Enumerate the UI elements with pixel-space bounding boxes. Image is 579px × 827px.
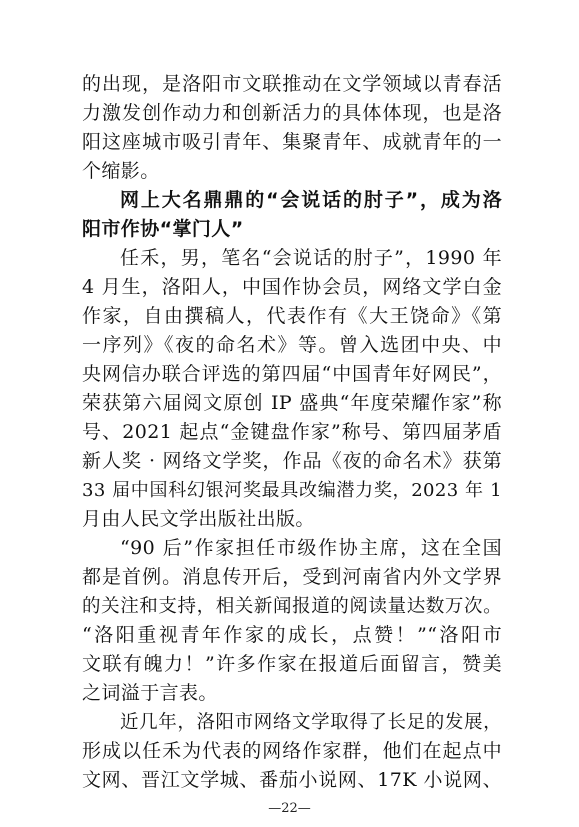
text-line-17: “90 后”作家担任市级作协主席，这在全国 [120,537,502,559]
text-line-23: 近几年，洛阳市网络文学取得了长足的发展， [120,712,502,733]
page-number: —22— [268,801,311,816]
text-line-16: 月由人民文学出版社出版。 [82,508,315,530]
text-line-8: 4 月生，洛阳人，中国作协会员，网络文学白金 [82,276,502,298]
text-line-22: 之词溢于言表。 [82,682,218,704]
text-line-1: 的出现，是洛阳市文联推动在文学领域以青春活 [82,73,502,95]
text-line-3: 阳这座城市吸引青年、集聚青年、成就青年的一 [82,131,502,153]
section-heading-line-1: 网上大名鼎鼎的“会说话的肘子”，成为洛 [120,189,502,211]
text-line-25: 文网、晋江文学城、番茄小说网、17K 小说网、 [82,769,502,791]
text-line-18: 都是首例。消息传开后，受到河南省内外文学界 [82,566,502,588]
text-line-11: 央网信办联合评选的第四届“中国青年好网民”， [82,363,502,385]
text-line-15: 33 届中国科幻银河奖最具改编潜力奖，2023 年 1 [82,480,502,501]
text-line-12: 荣获第六届阅文原创 IP 盛典“年度荣耀作家”称 [82,392,502,414]
text-line-2: 力激发创作动力和创新活力的具体体现，也是洛 [82,102,502,124]
text-line-24: 形成以任禾为代表的网络作家群，他们在起点中 [82,740,502,762]
text-line-9: 作家，自由撰稿人，代表作有《大王饶命》《第 [82,305,502,327]
text-line-13: 号、2021 起点“金键盘作家”称号、第四届茅盾 [82,421,502,443]
text-line-10: 一序列》《夜的命名术》等。曾入选团中央、中 [82,334,502,356]
section-heading-line-2: 阳市作协“掌门人” [82,218,244,240]
text-line-21: 文联有魄力！”许多作家在报道后面留言，赞美 [82,653,502,675]
text-line-20: “洛阳重视青年作家的成长，点赞！”“洛阳市 [82,624,502,646]
text-line-14: 新人奖 · 网络文学奖，作品《夜的命名术》获第 [82,450,502,472]
text-line-19: 的关注和支持，相关新闻报道的阅读量达数万次。 [82,596,502,617]
text-line-4: 个缩影。 [82,160,160,182]
text-line-7: 任禾，男，笔名“会说话的肘子”，1990 年 [120,247,502,269]
